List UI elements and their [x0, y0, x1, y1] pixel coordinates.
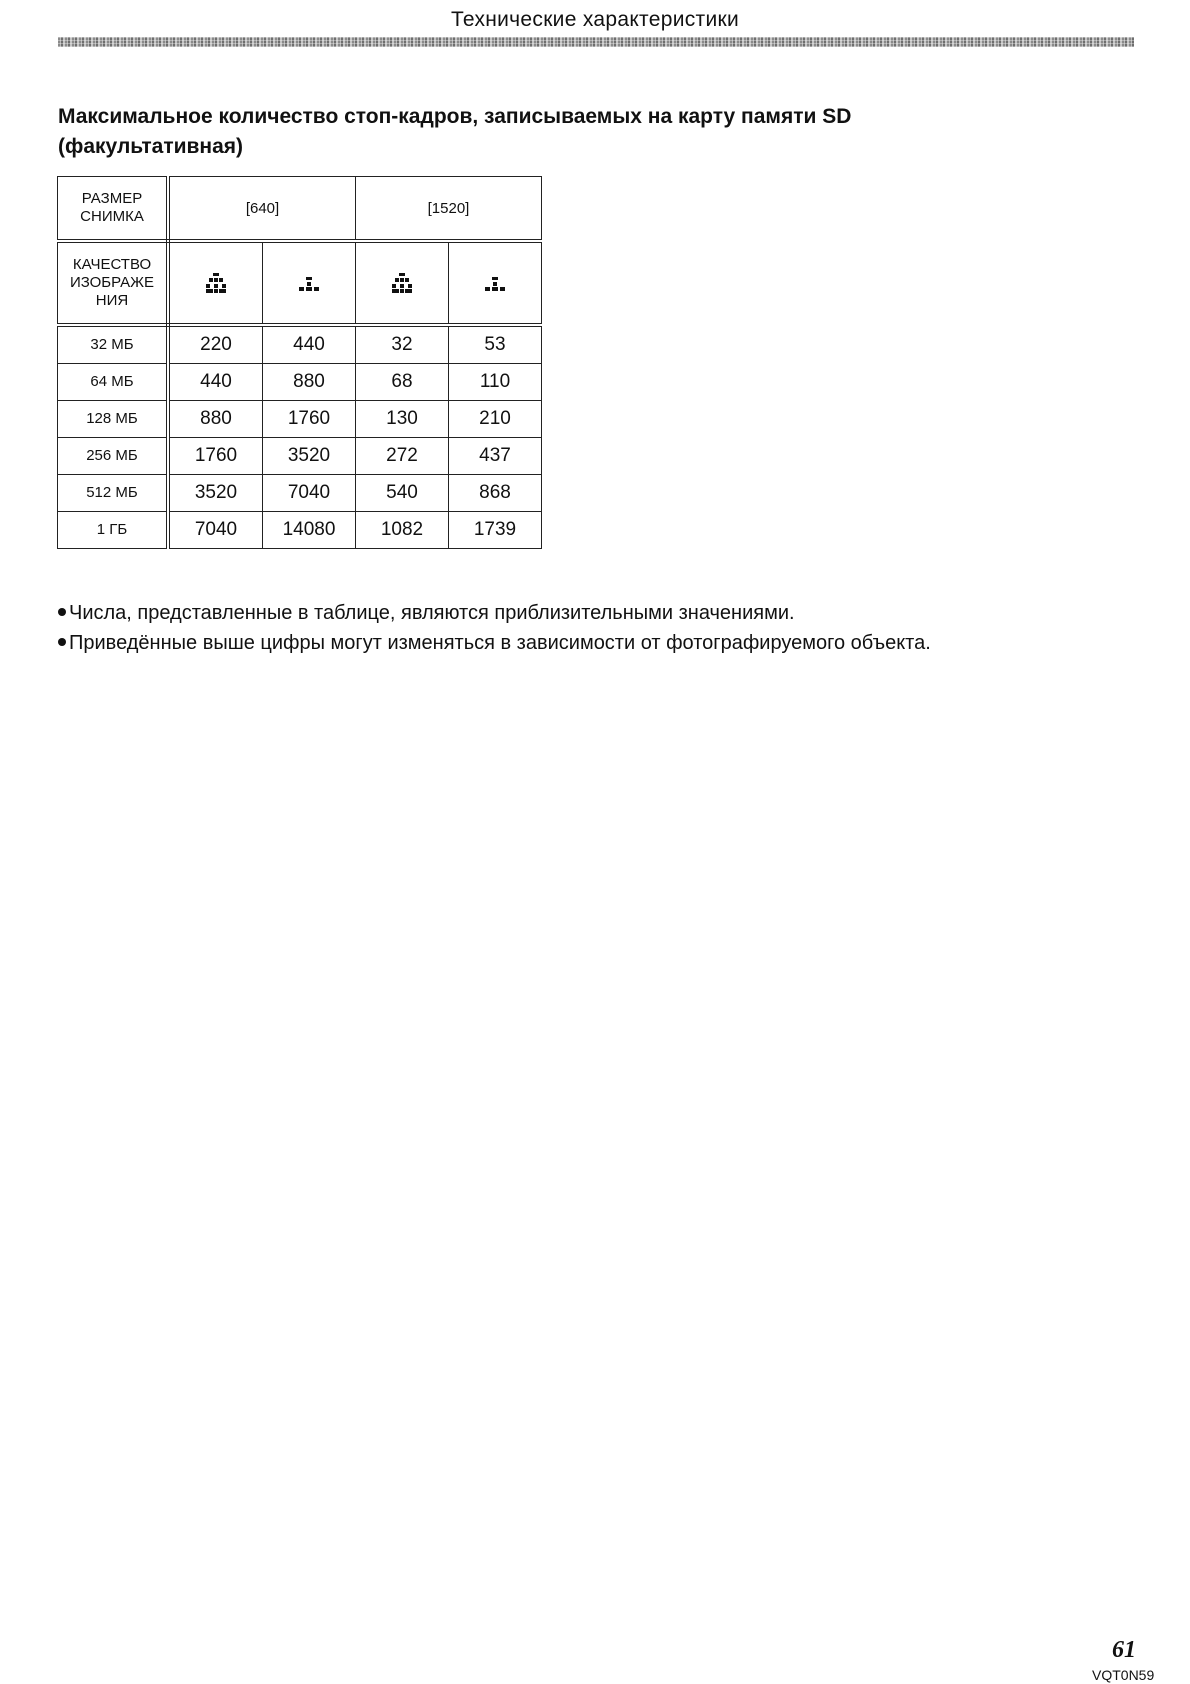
quality-label-line1: КАЧЕСТВО — [72, 256, 152, 273]
quality-label-cell — [58, 241, 169, 325]
bullet-icon — [58, 608, 66, 616]
section-title-line1: Максимальное количество стоп-кадров, записываемых на карту памяти SD — [58, 105, 852, 128]
table-cell: 272 — [356, 438, 449, 475]
quality-standard-icon — [295, 271, 323, 295]
page-number: 61 — [1112, 1637, 1136, 1663]
quality-fine-cell — [168, 241, 263, 325]
table-row — [58, 438, 542, 475]
card-size-cell: 512 МБ — [58, 475, 169, 512]
table-header-size-row — [58, 177, 542, 242]
table-cell: 130 — [356, 401, 449, 438]
size-label-line2: СНИМКА — [80, 208, 144, 225]
table-cell: 3520 — [263, 438, 356, 475]
header-rule — [58, 37, 1134, 47]
table-cell: 220 — [168, 325, 263, 364]
quality-fine-icon — [202, 271, 230, 295]
table-cell: 440 — [168, 364, 263, 401]
table-row — [58, 475, 542, 512]
note-text: Числа, представленные в таблице, являются приблизительными значениями. — [69, 602, 795, 624]
card-size-cell: 64 МБ — [58, 364, 169, 401]
table-cell: 210 — [449, 401, 542, 438]
page-header-title: Технические характеристики — [450, 8, 739, 31]
section-title — [58, 102, 1058, 162]
table-cell: 53 — [449, 325, 542, 364]
table-cell: 7040 — [168, 512, 263, 549]
section-title-line2: (факультативная) — [58, 135, 244, 158]
bullet-icon — [58, 638, 66, 646]
table-cell: 68 — [356, 364, 449, 401]
card-size-cell: 1 ГБ — [58, 512, 169, 549]
note-text: Приведённые выше цифры могут изменяться в зависимости от фотографируемого объекта. — [69, 632, 931, 654]
quality-standard-cell — [449, 241, 542, 325]
note-item — [58, 598, 931, 628]
table-cell: 880 — [263, 364, 356, 401]
size-label-cell — [58, 177, 169, 242]
quality-label-line3: НИЯ — [95, 292, 129, 309]
table-cell: 440 — [263, 325, 356, 364]
table-cell: 880 — [168, 401, 263, 438]
table-cell: 540 — [356, 475, 449, 512]
table-row — [58, 325, 542, 364]
size-1520-header: [1520] — [356, 177, 542, 242]
table-row — [58, 512, 542, 549]
document-code: VQT0N59 — [1092, 1667, 1155, 1683]
size-640-header: [640] — [168, 177, 356, 242]
size-label-line1: РАЗМЕР — [81, 190, 143, 207]
table-cell: 3520 — [168, 475, 263, 512]
table-cell: 110 — [449, 364, 542, 401]
notes-list — [58, 598, 931, 658]
quality-standard-icon — [481, 271, 509, 295]
quality-standard-cell — [263, 241, 356, 325]
note-item — [58, 628, 931, 658]
table-cell: 1739 — [449, 512, 542, 549]
table-cell: 868 — [449, 475, 542, 512]
card-size-cell: 32 МБ — [58, 325, 169, 364]
table-cell: 1760 — [263, 401, 356, 438]
capacity-table — [57, 176, 542, 549]
table-header-quality-row — [58, 241, 542, 325]
card-size-cell: 256 МБ — [58, 438, 169, 475]
quality-fine-icon — [388, 271, 416, 295]
table-cell: 437 — [449, 438, 542, 475]
quality-fine-cell — [356, 241, 449, 325]
table-cell: 1082 — [356, 512, 449, 549]
table-row — [58, 364, 542, 401]
table-cell: 1760 — [168, 438, 263, 475]
table-cell: 14080 — [263, 512, 356, 549]
table-cell: 7040 — [263, 475, 356, 512]
card-size-cell: 128 МБ — [58, 401, 169, 438]
table-row — [58, 401, 542, 438]
quality-label-line2: ИЗОБРАЖЕ — [69, 274, 155, 291]
table-cell: 32 — [356, 325, 449, 364]
